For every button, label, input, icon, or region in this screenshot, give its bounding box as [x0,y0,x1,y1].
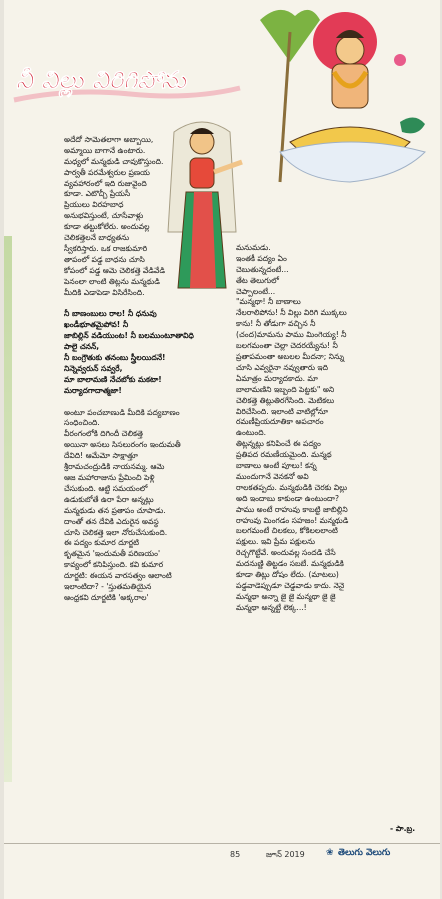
cloud-seat [280,142,425,182]
page-number: 85 [230,850,241,859]
lotus-flower [394,54,406,66]
body-paragraph-left: అంటూ పంచబాణుడి మీదికి పద్యబాణం సంధించింది. వీరంగంలోకి దిగిందీ చెలికత్తె అయినా అసలు సిసలురంగం ఇందుమతీ దేవిది! ఆమేమో సాక్షాత్తూ శ్రీరామచంద్రుడికి నాయనమ్మ. ఆమె ఆజ మహారాజును ప్రేమించి పెళ్లి చేసుకుంది. ఆట్టి సమయంలో ఉడుకుబోతే ఉరా పేరా అన్నట్లు మన్మథుడు తన ప్రతాపం చూపాడు. దాంతో తన దేవికి ఎదురైన అవస్థ చూసి చెలికత్తె ఇలా నోరుచేసుకుంది. ఈ పద్యం కుమార దూర్జటి కృతమైన 'ఇందుమతీ పరిణయం' కావ్యంలో కనిపిస్తుంది. కవి కుమార దూర్జటి: ఈయన వారసత్వం ఆలాంటి ఇలాంటిదా? - 'స్తుతమతియైన ఆంధ్రకవి దూర్జటికి 'అక్కరాల' [64,407,181,602]
issue-date: జూన్ 2019 [266,850,305,859]
magazine-page [4,0,440,899]
intro-paragraph: అదేదో సామెతలాగా అబ్బాయి, అమ్మాయి బాగానే ఉంటారు. మధ్యలో మన్మథుడి చావుకొస్తుంది. పార్వతీ పరమేశ్వరుల ప్రణయ వ్యవహారంలో ఇది రుజువైంది కూడా. ఎటొచ్చీ ప్రేయసీ ప్రియులు విరహబాధ అనుభవిస్తుంటే, చూసేవాళ్లు కూడా తట్టుకోలేరు. అందువల్ల చెలికత్తెలనే బాధ్యతను స్వీకరిస్తారు. ఒక రాజకుమారి తాపంలో పడ్డ బాధను చూసి కోపంలో పడ్డ ఆమె చెలికత్తె వేడివేడి పెనంలా లాంటి తిట్లను మన్మథుడి మీదికి ఎడాపెడా విసిరేసింది. [64,134,165,297]
verse-block: నీ బాణంబులు రాల! నీ ధనువు ఖండీభూతమైపోవ! నీ జాబిల్లిన్ వడియుంట! నీ బలముంటూతావిధి పాలై చనన్, నీ బంగ్రౌతుకు తనంబు స్త్రీలయిదనే! నిన్నెవ్వరున్ సవ్వరే, మా బాలామణి నేచబోకు మకటా! మర్యాదగాదాత్మజా! [64,309,194,395]
body-paragraph-right: మనుమడు. ఇంతకీ పద్యం ఏం చెబుతున్నదంటే... తేట తెలుగులో చెప్పాలంటే... "మన్మథా! నీ బాణాలు నేలరాలిపోను! నీ విల్లు విరిగి ముక్కలు కాను! నీ తోడుగా వచ్చిన నీ (చంద)మామను పాము మింగెయ్య! నీ బలగమంతా చెల్లా చెదరయ్యేను! నీ ప్రతాపమంతా అబలల మీదనా; నిన్ను చూసి ఎవ్వరైనా నవ్వుతారు ఇది ఏమాత్రం మర్యాదకాదు. మా బాలామణిని ఇబ్బంది పెట్టకు" అని చెలికత్తె తిట్లుతిరగేసింది. మెటికలు విరిచేసింది. ఇలాంటి వాటిల్లోనూ రమణీప్రియదూతికా అపచారం ఉంటుంది. తిట్లన్నట్లు కనిపించే ఈ పద్యం ప్రతిపద రమణీయమైంది. మన్మథ బాణాలు అంటే పూలు! కన్న ముందుగానే వెనకనో అవి రాలకతప్పదు. మన్మథుడికి చెరకు విల్లు అది ఇందాబు కాకుండా ఉంటుందా? పాము అంటే రాహువు కాబట్టి జాబిల్లిని రాహువు మింగడం సహజం! మన్మథుడి బలగమంటే చిలకలు, కోకిలలలాంటి పక్షులు. ఇవి ప్రేమ పక్షులను రెచ్చగొట్టేవే. అందువల్ల సందడి చేసే మదనుణ్ణి తిట్టడం సబబే. మన్మథుడికి కూడా తిట్లు దోషం లేదు. (మాటలు) పడ్డవాడెప్పుడూ చెడ్డవాడు కాదు. నెనై మన్మథా అన్నా జై జై మన్మథా జై జై మన్మథా అన్నట్టే లెక్క...! [236,242,349,612]
flower-icon: ❀ [326,848,334,858]
side-decoration-strip [4,236,12,782]
page-footer [4,843,440,868]
article-column-right [236,232,432,625]
parrot [400,117,425,133]
author-signature: - పా.బ్ర. [390,824,416,833]
face [336,36,364,64]
magazine-name: తెలుగు వెలుగు [338,848,391,858]
article-title [10,48,245,110]
article-column-left [64,124,244,615]
manmatha-illustration [250,2,436,214]
article-title-text: నీ విల్లు విరిగిపోను [16,65,187,94]
